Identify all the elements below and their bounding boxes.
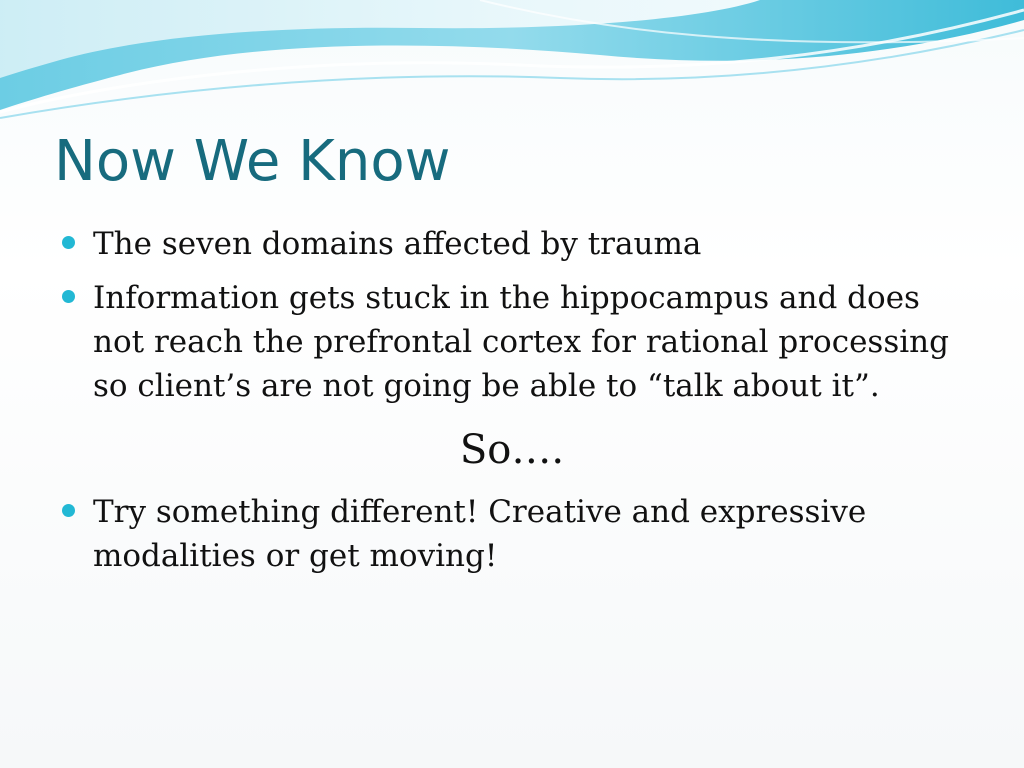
slide-content [62,222,962,588]
bullet-dot-icon [62,236,75,249]
bullet-text: Try something different! Creative and expressive modalities or get moving! [93,494,867,574]
bullet-item [62,222,962,266]
bullet-text: Information gets stuck in the hippocampus and does not reach the prefrontal cortex for rational processing so client’s are not going be able to “talk about it”. [93,280,949,404]
slide-title: Now We Know [54,129,451,194]
bullet-dot-icon [62,504,75,517]
center-text: So…. [459,427,565,473]
bullet-item [62,276,962,408]
header-wave-decoration [0,0,1024,130]
bullet-dot-icon [62,290,75,303]
bullet-item [62,490,962,578]
bullet-text: The seven domains affected by trauma [93,226,702,262]
